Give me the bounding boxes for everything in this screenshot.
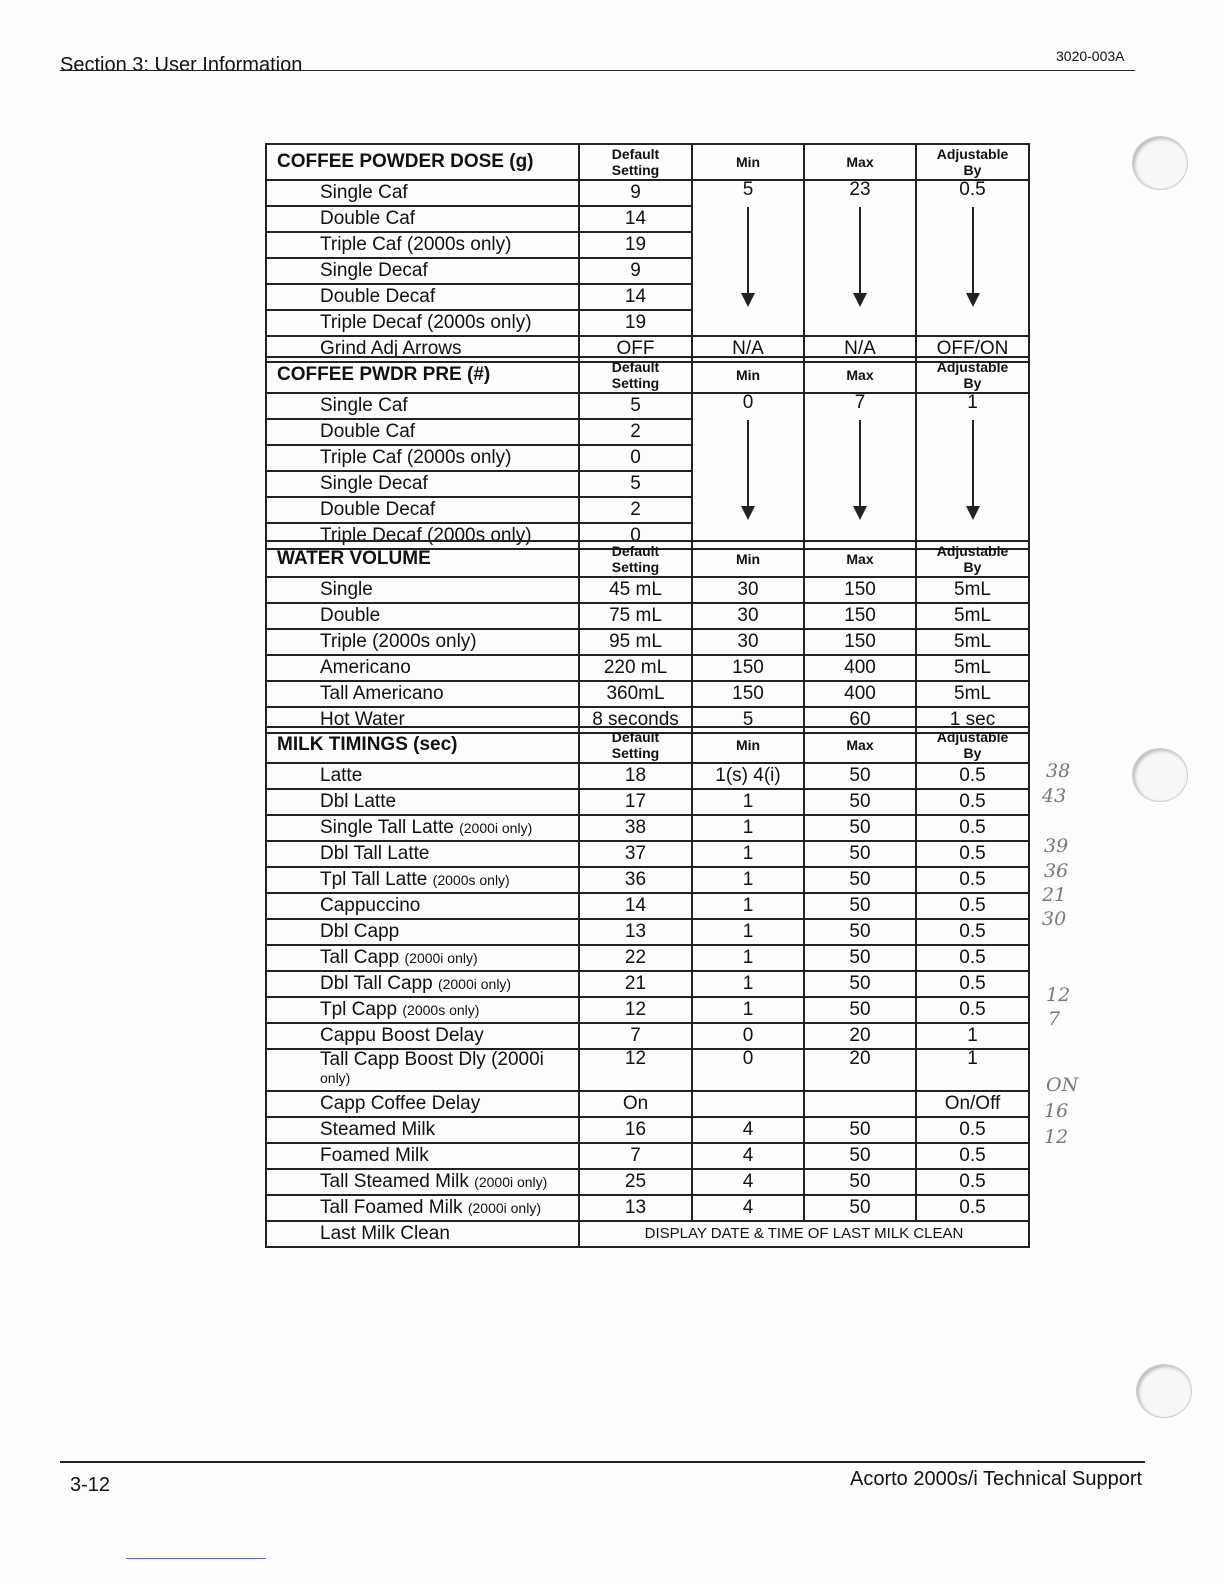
default-value: 19 [579,232,692,258]
default-value: 95 mL [579,629,692,655]
row-label: Last Milk Clean [266,1221,579,1247]
default-value: 220 mL [579,655,692,681]
max-header: Max [804,357,916,393]
milk-timings-header-row [266,727,1029,763]
table-row [266,577,1029,603]
min-value: 30 [692,603,804,629]
default-value: 7 [579,1143,692,1169]
default-value: 5 [579,393,692,419]
min-value: 0 [742,393,754,413]
min-value: 30 [692,629,804,655]
adjust-value: 1 [916,1049,1029,1091]
table-row [266,945,1029,971]
adjust-value: 0.5 [916,945,1029,971]
adjust-value: 0.5 [959,180,986,200]
adjustable-by-header: Adjustable By [916,541,1029,577]
max-value: 150 [804,603,916,629]
row-label: Latte [266,763,579,789]
row-label: Steamed Milk [266,1117,579,1143]
min-value: 5 [692,707,804,733]
section-heading: WATER VOLUME [266,541,579,577]
table-row [266,180,1029,206]
min-value: 0 [692,1023,804,1049]
max-value: 50 [804,867,916,893]
handwritten-note: 12 [1044,1126,1069,1148]
adjust-value: 0.5 [916,971,1029,997]
punch-hole [1132,136,1188,190]
min-value: 1 [692,997,804,1023]
row-label: Single Decaf [266,471,579,497]
max-value: 400 [804,655,916,681]
row-label: Single Caf [266,180,579,206]
default-setting-header: Default Setting [579,727,692,763]
coffee-pre-table [265,356,1030,550]
max-value [804,1091,916,1117]
table-row [266,1091,1029,1117]
row-label: Tall Steamed Milk (2000i only) [266,1169,579,1195]
default-value: 13 [579,1195,692,1221]
table-row [266,655,1029,681]
row-label: Single Decaf [266,258,579,284]
adjust-value: 0.5 [916,1143,1029,1169]
table-row [266,681,1029,707]
row-label-note: (2000i only) [437,976,512,992]
min-value: 150 [692,681,804,707]
table-row [266,1221,1029,1247]
max-value: 50 [804,1117,916,1143]
footer-rule [60,1461,1145,1463]
down-arrow-icon [747,207,749,295]
row-label: Triple (2000s only) [266,629,579,655]
table-row [266,867,1029,893]
row-label: Single Caf [266,393,579,419]
row-label: Tpl Capp (2000s only) [266,997,579,1023]
table-row [266,841,1029,867]
coffee-pre-header-row [266,357,1029,393]
min-value: 4 [692,1117,804,1143]
default-setting-header: Default Setting [579,541,692,577]
table-row [266,997,1029,1023]
min-value: 1 [692,971,804,997]
adjust-value: 1 [916,1023,1029,1049]
default-value: 14 [579,893,692,919]
min-header: Min [692,357,804,393]
row-label: Dbl Latte [266,789,579,815]
table-row [266,1169,1029,1195]
footer-title: Acorto 2000s/i Technical Support [850,1468,1143,1490]
row-label: Cappuccino [266,893,579,919]
adjust-value: On/Off [916,1091,1029,1117]
max-value: 20 [804,1049,916,1091]
coffee-dose-header-row [266,144,1029,180]
row-label: Dbl Tall Latte [266,841,579,867]
default-value: 36 [579,867,692,893]
min-header: Min [692,144,804,180]
adjust-value: 5mL [916,603,1029,629]
default-value: 17 [579,789,692,815]
max-value: 7 [854,393,866,413]
default-value: 14 [579,284,692,310]
max-range-cell [804,393,916,549]
section-title: Section 3: User Information [60,54,303,76]
down-arrow-icon [859,207,861,295]
table-row [266,1049,1029,1091]
min-value: 1 [692,919,804,945]
table-row [266,1195,1029,1221]
row-label: Triple Decaf (2000s only) [266,310,579,336]
max-value: 50 [804,1143,916,1169]
min-value: 1 [692,893,804,919]
max-range-cell [804,180,916,336]
row-label-note: (2000s only) [402,1002,480,1018]
header-rule [60,70,1135,71]
max-value: N/A [804,336,916,362]
max-value: 50 [804,893,916,919]
default-value: 16 [579,1117,692,1143]
min-range-cell [692,180,804,336]
min-value: 0 [692,1049,804,1091]
default-value: 21 [579,971,692,997]
adjust-value: 1 [967,393,978,413]
max-value: 50 [804,919,916,945]
min-value: 1 [692,841,804,867]
table-row [266,629,1029,655]
default-value: 0 [579,523,692,549]
adjust-value: 0.5 [916,1117,1029,1143]
min-value: 30 [692,577,804,603]
max-value: 50 [804,763,916,789]
row-label-note: (2000i only) [474,1174,548,1190]
row-label: Triple Decaf (2000s only) [266,523,579,549]
adjust-value: 0.5 [916,1169,1029,1195]
table-row [266,919,1029,945]
table-row [266,971,1029,997]
adjust-value: 0.5 [916,1195,1029,1221]
row-label: Dbl Capp [266,919,579,945]
adjust-range-cell [916,393,1029,549]
adjust-value: 0.5 [916,893,1029,919]
table-row [266,603,1029,629]
row-label [266,1049,579,1091]
handwritten-note: 36 [1044,860,1069,882]
handwritten-note: 12 [1046,984,1071,1006]
default-value: 38 [579,815,692,841]
default-value: 13 [579,919,692,945]
doc-number: 3020-003A [1056,48,1125,64]
min-value: 1 [692,789,804,815]
adjust-value: OFF/ON [916,336,1029,362]
default-value: 19 [579,310,692,336]
min-value: 1 [692,867,804,893]
min-range-cell [692,393,804,549]
row-label: Foamed Milk [266,1143,579,1169]
max-header: Max [804,144,916,180]
row-label: Americano [266,655,579,681]
table-row [266,763,1029,789]
default-value: OFF [579,336,692,362]
max-value: 20 [804,1023,916,1049]
default-value: 37 [579,841,692,867]
row-label: Tall Americano [266,681,579,707]
max-value: 50 [804,1169,916,1195]
adjust-value: 0.5 [916,867,1029,893]
down-arrow-icon [972,420,974,508]
max-value: 50 [804,997,916,1023]
max-value: 50 [804,789,916,815]
max-value: 50 [804,945,916,971]
min-header: Min [692,541,804,577]
row-label: Triple Caf (2000s only) [266,232,579,258]
min-value [692,1091,804,1117]
table-row [266,393,1029,419]
max-value: 60 [804,707,916,733]
adjust-value: 5mL [916,681,1029,707]
default-value: 18 [579,763,692,789]
min-value: N/A [692,336,804,362]
default-value: 22 [579,945,692,971]
default-value: 14 [579,206,692,232]
row-label: Tpl Tall Latte (2000s only) [266,867,579,893]
down-arrow-icon [972,207,974,295]
coffee-dose-table [265,143,1030,363]
max-value: 50 [804,1195,916,1221]
handwritten-note: 43 [1042,785,1067,807]
table-row [266,1117,1029,1143]
adjust-value: 0.5 [916,841,1029,867]
row-label: Double Caf [266,206,579,232]
max-header: Max [804,541,916,577]
default-value: On [579,1091,692,1117]
min-value: 1(s) 4(i) [692,763,804,789]
max-value: 400 [804,681,916,707]
table-row [266,1143,1029,1169]
scan-mark [126,1558,266,1559]
adjust-value: 5mL [916,577,1029,603]
row-label: Double Decaf [266,284,579,310]
down-arrow-icon [747,420,749,508]
row-label: Tall Capp (2000i only) [266,945,579,971]
max-value: 150 [804,629,916,655]
adjust-value: 0.5 [916,919,1029,945]
default-value: 9 [579,258,692,284]
default-value: 0 [579,445,692,471]
row-label: Double Decaf [266,497,579,523]
max-value: 23 [849,180,871,200]
row-label: Capp Coffee Delay [266,1091,579,1117]
default-value: 45 mL [579,577,692,603]
punch-hole [1132,748,1188,802]
default-value: 5 [579,471,692,497]
min-value: 5 [742,180,754,200]
row-label: Double Caf [266,419,579,445]
adjustable-by-header: Adjustable By [916,357,1029,393]
row-label: Cappu Boost Delay [266,1023,579,1049]
handwritten-note: 39 [1044,835,1069,857]
row-label: Hot Water [266,707,579,733]
default-value: 12 [579,997,692,1023]
default-value: 12 [579,1049,692,1091]
adjust-value: 0.5 [916,815,1029,841]
max-value: 150 [804,577,916,603]
row-label: Double [266,603,579,629]
default-setting-header: Default Setting [579,144,692,180]
max-value: 50 [804,815,916,841]
handwritten-note: ON [1046,1074,1079,1096]
section-heading: MILK TIMINGS (sec) [266,727,579,763]
table-row [266,893,1029,919]
milk-timings-table [265,726,1030,1248]
default-value: 360mL [579,681,692,707]
default-value: 7 [579,1023,692,1049]
adjust-value: 0.5 [916,763,1029,789]
default-setting-header: Default Setting [579,357,692,393]
default-value: 75 mL [579,603,692,629]
adjust-value: 5mL [916,655,1029,681]
handwritten-note: 21 [1042,884,1067,906]
row-label: Dbl Tall Capp (2000i only) [266,971,579,997]
adjustable-by-header: Adjustable By [916,144,1029,180]
row-label: Tall Foamed Milk (2000i only) [266,1195,579,1221]
row-label-line: only) [320,1070,351,1086]
row-label: Grind Adj Arrows [266,336,579,362]
max-value: 50 [804,971,916,997]
min-value: 1 [692,815,804,841]
default-value: 8 seconds [579,707,692,733]
section-heading: COFFEE POWDER DOSE (g) [266,144,579,180]
min-value: 1 [692,945,804,971]
adjust-value: 0.5 [916,789,1029,815]
row-label: Triple Caf (2000s only) [266,445,579,471]
row-label-note: (2000i only) [459,820,533,836]
page-number: 3-12 [70,1474,111,1496]
adjust-range-cell [916,180,1029,336]
max-value: 50 [804,841,916,867]
section-heading: COFFEE PWDR PRE (#) [266,357,579,393]
default-value: 2 [579,419,692,445]
row-label: Single [266,577,579,603]
row-label-note: (2000i only) [467,1200,541,1216]
min-header: Min [692,727,804,763]
row-label: Single Tall Latte (2000i only) [266,815,579,841]
handwritten-note: 30 [1042,908,1067,930]
table-row [266,815,1029,841]
default-value: 25 [579,1169,692,1195]
down-arrow-icon [859,420,861,508]
min-value: 150 [692,655,804,681]
table-row [266,1023,1029,1049]
row-label-note: (2000s only) [432,872,510,888]
row-label-note: (2000i only) [404,950,478,966]
default-value: 2 [579,497,692,523]
adjustable-by-header: Adjustable By [916,727,1029,763]
max-header: Max [804,727,916,763]
adjust-value: 0.5 [916,997,1029,1023]
min-value: 4 [692,1195,804,1221]
water-volume-table [265,540,1030,734]
table-row [266,789,1029,815]
min-value: 4 [692,1169,804,1195]
last-clean-value: DISPLAY DATE & TIME OF LAST MILK CLEAN [579,1221,1029,1247]
handwritten-note: 16 [1044,1100,1069,1122]
water-volume-header-row [266,541,1029,577]
punch-hole [1136,1364,1192,1418]
adjust-value: 5mL [916,629,1029,655]
adjust-value: 1 sec [916,707,1029,733]
handwritten-note: 7 [1048,1008,1061,1030]
handwritten-note: 38 [1046,760,1071,782]
default-value: 9 [579,180,692,206]
row-label-line: Tall Capp Boost Dly (2000i [320,1049,544,1070]
min-value: 4 [692,1143,804,1169]
